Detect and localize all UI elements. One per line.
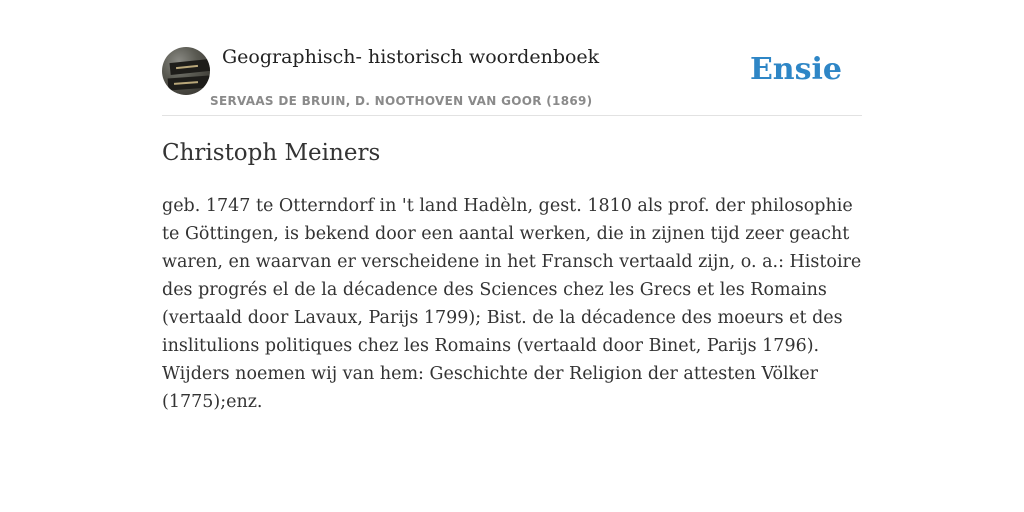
book-header: [162, 40, 862, 116]
book-authors: SERVAAS DE BRUIN, D. NOOTHOVEN VAN GOOR (1869): [210, 94, 593, 108]
book-cover-avatar[interactable]: [162, 47, 210, 95]
entry-title: Christoph Meiners: [162, 140, 381, 166]
entry-body: geb. 1747 te Otterndorf in 't land Hadèln, gest. 1810 als prof. der philosophie te Göttingen, is bekend door een aantal werken, die in zijnen tijd zeer geacht waren, en waarvan er verscheidene in het Fransch vertaald zijn, o. a.: Histoire des progrés el de la décadence des Sciences chez les Grecs et les Romains (vertaald door Lavaux, Parijs 1799); Bist. de la décadence des moeurs et des inslitulions politiques chez les Romains (vertaald door Binet, Parijs 1796). Wijders noemen wij van hem: Geschichte der Religion der attesten Völker (1775);enz.: [162, 196, 862, 412]
ensie-logo[interactable]: Ensie: [749, 52, 842, 87]
book-title-link[interactable]: Geographisch- historisch woordenboek: [222, 46, 600, 68]
